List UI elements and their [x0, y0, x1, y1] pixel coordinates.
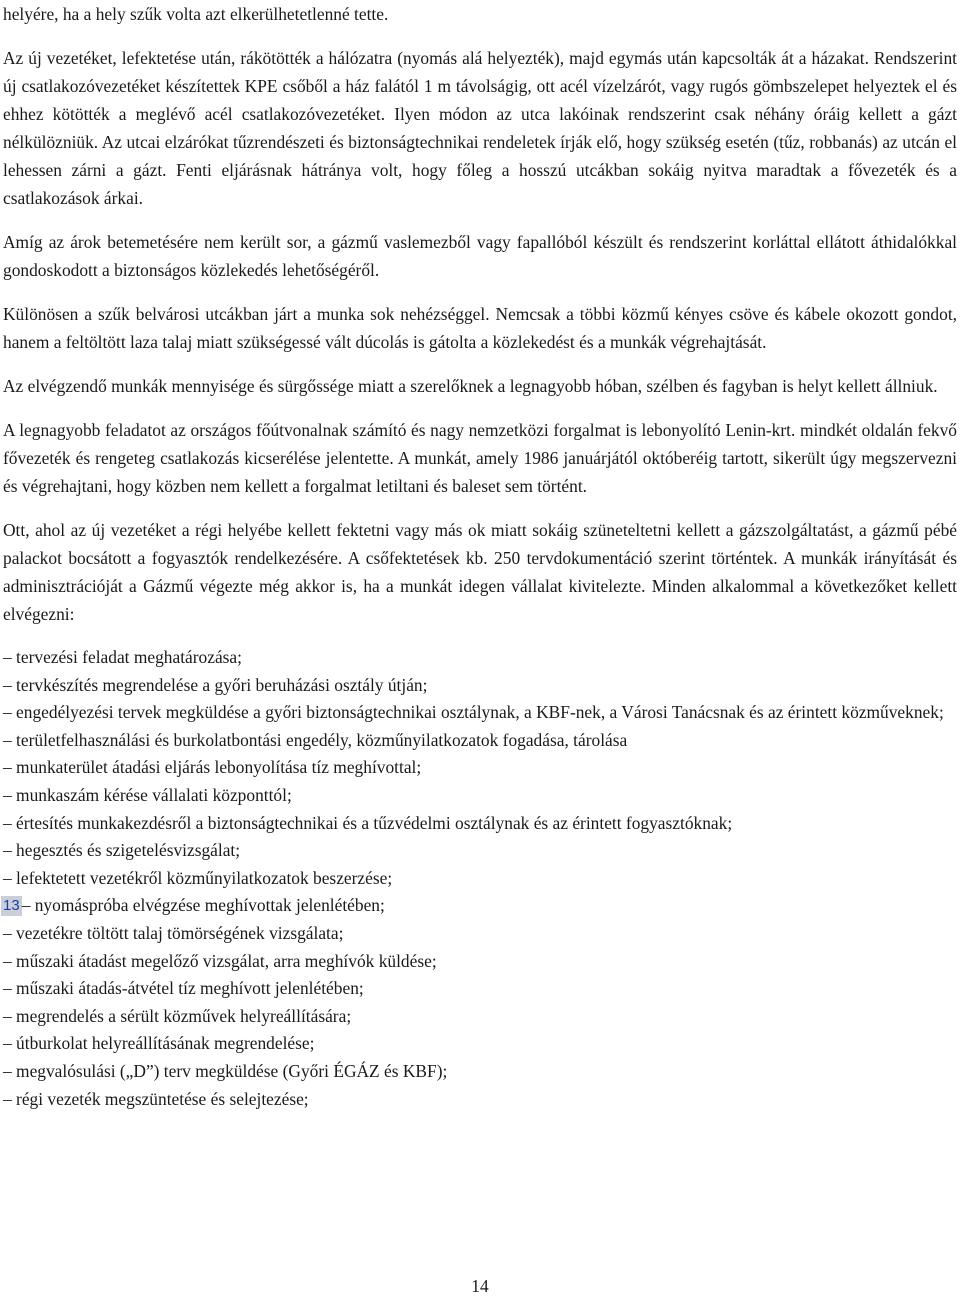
list-item: – engedélyezési tervek megküldése a győri biztonságtechnikai osztálynak, a KBF-nek, a Városi Tanácsnak és az érintett közműveknek; — [3, 702, 944, 723]
task-list — [3, 644, 957, 1113]
paragraph-connection: Az új vezetéket, lefektetése után, rákötötték a hálózatra (nyomás alá helyezték), majd egymás után kapcsolták át a házakat. Rendszerint új csatlakozóvezetéket készítettek KPE csőből a ház falától 1 m távolságig, ott acél vízelzárót, vagy rugós gömbszelepet helyeztek el és ehhez kötötték a meglévő acél csatlakozóvezetéket. Ilyen módon az utca lakóinak rendszerint csak néhány óráig kellett a gázt nélkülözniük. Az utcai elzárókat tűzrendészeti és biztonságtechnikai rendeletek írják elő, hogy szükség esetén (tűz, robbanás) az utcán el lehessen zárni a gázt. Fenti eljárásnak hátránya volt, hogy főleg a hosszú utcákban sokáig nyitva maradtak a fővezeték és a csatlakozások árkai. — [3, 48, 957, 208]
paragraph-gap — [3, 284, 957, 300]
list-item: – vezetékre töltött talaj tömörségének vizsgálata; — [3, 922, 344, 943]
paragraph-gap — [3, 400, 957, 416]
paragraph-gap — [3, 356, 957, 372]
paragraph-gap — [3, 500, 957, 516]
list-item: – értesítés munkakezdésről a biztonságtechnikai és a tűzvédelmi osztálynak és az érintett fogyasztóknak; — [3, 812, 733, 833]
list-item: – területfelhasználási és burkolatbontási engedély, közműnyilatkozatok fogadása, tárolása — [3, 729, 628, 750]
list-item: – lefektetett vezetékről közműnyilatkozatok beszerzése; — [3, 867, 393, 888]
paragraph-narrow-streets: Különösen a szűk belvárosi utcákban járt a munka sok nehézséggel. Nemcsak a többi közmű kényes csöve és kábele okozott gondot, hanem a feltöltött laza talaj miatt szükségessé vált dúcolás is gátolta a közlekedést és a munkák végrehajtását. — [3, 304, 957, 352]
list-item: – hegesztés és szigetelésvizsgálat; — [3, 840, 241, 861]
paragraph-trench-bridges: Amíg az árok betemetésére nem került sor, a gázmű vaslemezből vagy fapallóból készült és rendszerint korláttal ellátott áthidalókkal gondoskodott a biztonságos közlekedés lehetőségéről. — [3, 232, 957, 280]
paragraph-lenin-krt: A legnagyobb feladatot az országos főútvonalnak számító és nagy nemzetközi forgalmat is lebonyolító Lenin-krt. mindkét oldalán fekvő fővezeték és rengeteg csatlakozás kicserélése jelentette. A munkát, amely 1986 januárjától októberéig tartott, sikerült úgy megszervezni és végrehajtani, hogy közben nem kellett a forgalmat letiltani és baleset sem történt. — [3, 420, 957, 496]
paragraph-weather: Az elvégzendő munkák mennyisége és sürgőssége miatt a szerelőknek a legnagyobb hóban, szélben és fagyban is helyt kellett állniuk. — [3, 376, 938, 396]
list-item: – munkaszám kérése vállalati központtól; — [3, 784, 292, 805]
list-item: – tervezési feladat meghatározása; — [3, 647, 242, 667]
list-item: – műszaki átadást megelőző vizsgálat, arra meghívók küldése; — [3, 950, 437, 971]
paragraph-continuation: helyére, ha a hely szűk volta azt elkerülhetetlenné tette. — [3, 4, 389, 24]
list-item: – útburkolat helyreállításának megrendelése; — [3, 1033, 315, 1054]
paragraph-gap — [3, 212, 957, 228]
list-item: – megrendelés a sérült közművek helyreállítására; — [3, 1005, 352, 1026]
list-item: – tervkészítés megrendelése a győri beruházási osztály útján; — [3, 674, 428, 695]
paragraph-gap — [3, 628, 957, 644]
list-item-text: – nyomáspróba elvégzése meghívottak jelenlétében; — [21, 895, 385, 916]
document-page — [3, 0, 957, 1113]
paragraph-gap — [3, 28, 957, 44]
list-item: – megvalósulási („D”) terv megküldése (Győri ÉGÁZ és KBF); — [3, 1060, 448, 1081]
list-item-with-marker — [3, 892, 957, 920]
page-number: 14 — [471, 1276, 489, 1296]
list-item: – műszaki átadás-átvétel tíz meghívott jelenlétében; — [3, 978, 364, 999]
line-marker[interactable]: 13 — [3, 897, 20, 915]
list-item: – munkaterület átadási eljárás lebonyolítása tíz meghívottal; — [3, 757, 422, 778]
list-item: – régi vezeték megszüntetése és selejtezése; — [3, 1088, 309, 1109]
paragraph-gas-service: Ott, ahol az új vezetéket a régi helyébe kellett fektetni vagy más ok miatt sokáig szüneteltetni kellett a gázszolgáltatást, a gázmű pébé palackot bocsátott a fogyasztók rendelkezésére. A csőfektetések kb. 250 tervdokumentáció szerint történtek. A munkák irányítását és adminisztrációját a Gázmű végezte még akkor is, ha a munkát idegen vállalat kivitelezte. Minden alkalommal a következőket kellett elvégezni: — [3, 520, 957, 624]
